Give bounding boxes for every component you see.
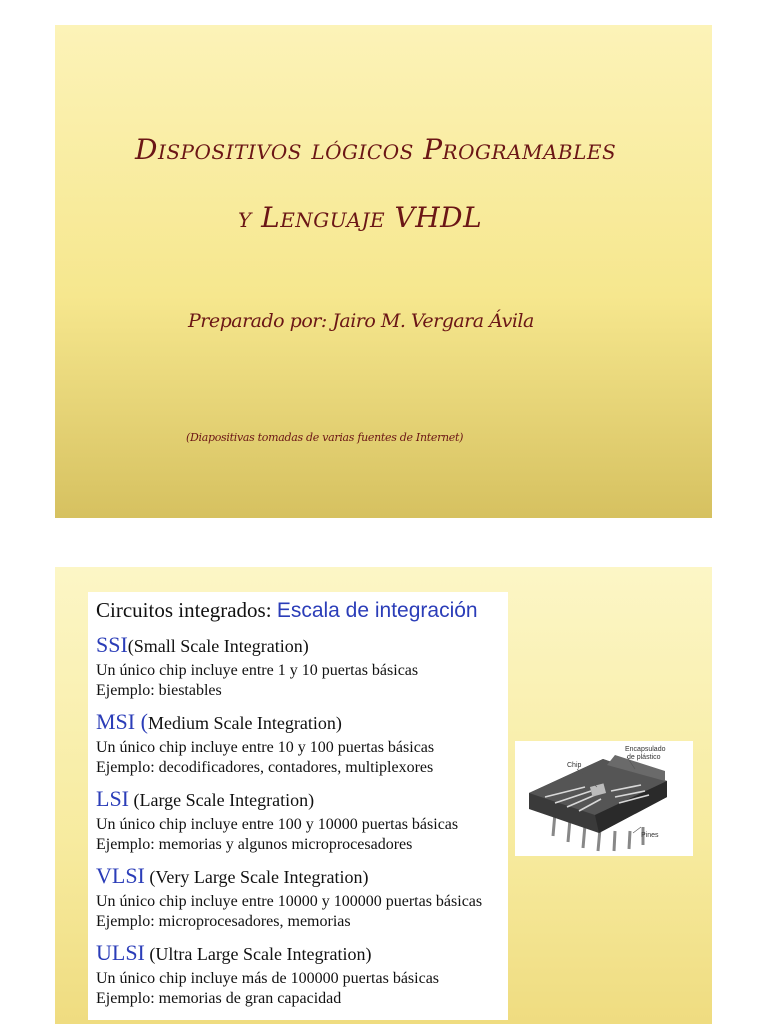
slide-title-line-2: y Lenguaje VHDL — [238, 201, 483, 234]
scale-abbr: ULSI — [96, 940, 145, 965]
scale-msi — [96, 709, 500, 778]
scale-description: Un único chip incluye entre 100 y 10000 puertas básicas — [96, 816, 459, 833]
ic-chip-image — [515, 741, 693, 856]
scale-example: Ejemplo: memorias y algunos microprocesadores — [96, 836, 413, 853]
integration-scale-slide — [55, 567, 712, 1024]
panel-title — [96, 595, 500, 626]
scale-name: (Small Scale Integration) — [127, 636, 309, 656]
scale-example: Ejemplo: memorias de gran capacidad — [96, 990, 342, 1007]
panel-title-prefix: Circuitos integrados: — [96, 598, 277, 622]
scale-description: Un único chip incluye entre 1 y 10 puertas básicas — [96, 662, 419, 679]
package-label-line-2: de plástico — [627, 754, 661, 761]
scale-abbr: LSI — [96, 786, 129, 811]
scale-abbr: SSI — [96, 632, 128, 657]
scale-name: (Ultra Large Scale Integration) — [144, 944, 372, 964]
ic-chip-illustration — [515, 741, 693, 856]
scale-name: Medium Scale Integration) — [147, 713, 342, 733]
scale-description: Un único chip incluye entre 10 y 100 puertas básicas — [96, 739, 435, 756]
source-note: (Diapositivas tomadas de varias fuentes de Internet) — [186, 431, 464, 444]
slide-title-line-1: Dispositivos lógicos Programables — [135, 133, 617, 166]
scale-description: Un único chip incluye más de 100000 puertas básicas — [96, 970, 440, 987]
scale-ulsi — [96, 940, 500, 1009]
scale-abbr: MSI ( — [96, 709, 148, 734]
scale-example: Ejemplo: biestables — [96, 682, 222, 699]
scale-vlsi — [96, 863, 500, 932]
scale-lsi — [96, 786, 500, 855]
chip-label: Chip — [567, 762, 582, 769]
title-slide — [55, 25, 712, 518]
pins-label: Pines — [641, 832, 659, 839]
scale-example: Ejemplo: decodificadores, contadores, multiplexores — [96, 759, 434, 776]
panel-title-highlight: Escala de integración — [276, 599, 478, 622]
scale-example: Ejemplo: microprocesadores, memorias — [96, 913, 351, 930]
scale-ssi — [96, 632, 500, 701]
package-label-line-1: Encapsulado — [625, 746, 666, 753]
author-credit: Preparado por: Jairo M. Vergara Ávila — [188, 310, 534, 332]
scale-name: (Very Large Scale Integration) — [144, 867, 369, 887]
scale-description: Un único chip incluye entre 10000 y 100000 puertas básicas — [96, 893, 483, 910]
scale-name: (Large Scale Integration) — [129, 790, 315, 810]
integration-scale-panel — [88, 592, 508, 1020]
scale-abbr: VLSI — [96, 863, 145, 888]
